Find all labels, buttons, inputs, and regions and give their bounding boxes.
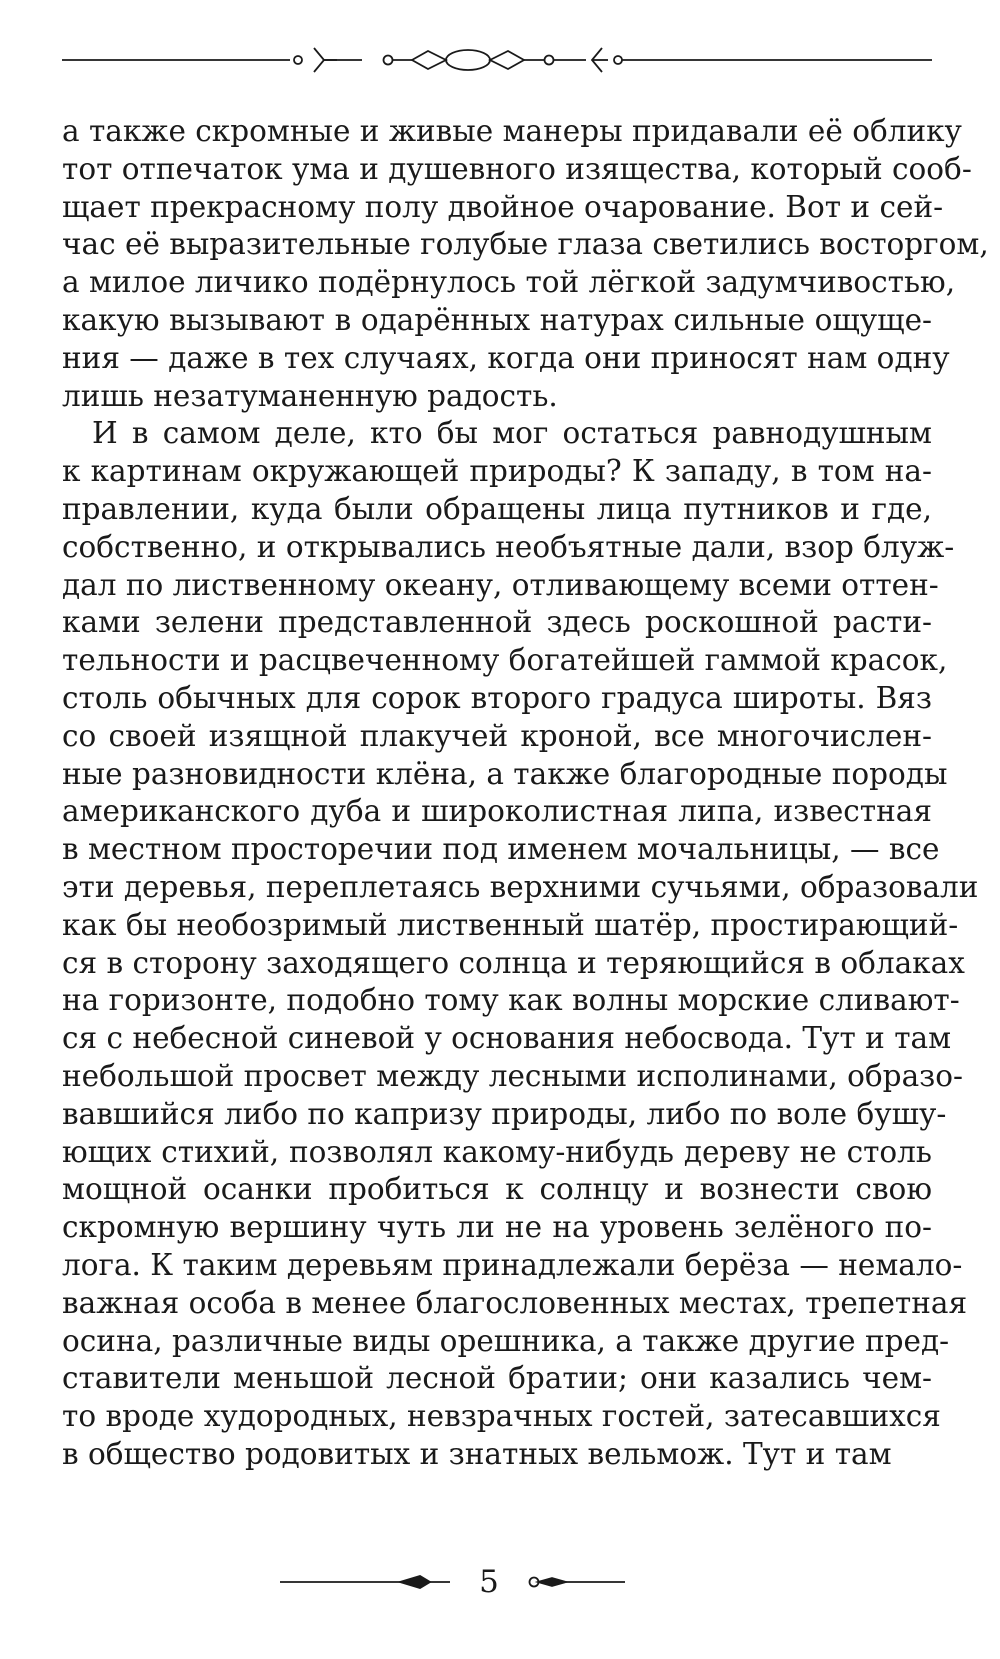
text-line: дал по лиственному океану, отливающему всеми оттен-	[62, 567, 939, 602]
text-line: лишь незатуманенную радость.	[62, 378, 558, 413]
text-line: в местном просторечии под именем мочальницы, — все	[62, 832, 940, 867]
text-line: скромную вершину чуть ли не на уровень зелёного по-	[62, 1210, 932, 1245]
text-line: собственно, и открывались необъятные дали, взор блуж-	[62, 529, 955, 564]
text-line: ся в сторону заходящего солнца и теряющийся в облаках	[62, 945, 965, 980]
text-line: ставители меньшой лесной братии; они казались чем-	[62, 1361, 932, 1396]
page-number: 5	[479, 1564, 499, 1600]
text-line: со своей изящной плакучей кроной, все многочислен-	[62, 718, 932, 753]
text-line: а милое личико подёрнулось той лёгкой задумчивостью,	[62, 265, 956, 300]
body-text	[62, 113, 989, 1474]
text-line: вавшийся либо по капризу природы, либо по воле бушу-	[62, 1096, 947, 1131]
text-line: тот отпечаток ума и душевного изящества, который сооб-	[62, 151, 972, 186]
text-line: ками зелени представленной здесь роскошной расти-	[62, 605, 932, 640]
text-line: И в самом деле, кто бы мог остаться равнодушным	[92, 416, 932, 451]
text-line: небольшой просвет между лесными исполинами, образо-	[62, 1058, 963, 1093]
text-line: осина, различные виды орешника, а также другие пред-	[62, 1323, 950, 1358]
text-line: важная особа в менее благословенных местах, трепетная	[62, 1285, 968, 1320]
text-line: как бы необозримый лиственный шатёр, простирающий-	[62, 907, 959, 942]
text-line: а также скромные и живые манеры придавали её облику	[62, 114, 962, 148]
text-line: в общество родовитых и знатных вельмож. Тут и там	[62, 1436, 892, 1471]
text-line: американского дуба и широколистная липа, известная	[62, 794, 932, 829]
text-line: ния — даже в тех случаях, когда они приносят нам одну	[62, 340, 950, 375]
text-line: тельности и расцвеченному богатейшей гаммой красок,	[62, 643, 948, 678]
text-line: какую вызывают в одарённых натурах сильные ощуще-	[62, 302, 932, 337]
text-line: ные разновидности клёна, а также благородные породы	[62, 756, 948, 791]
text-line: щает прекрасному полу двойное очарование. Вот и сей-	[62, 189, 944, 224]
page-number-footer	[280, 1558, 700, 1608]
text-line: эти деревья, переплетаясь верхними сучьями, образовали	[62, 869, 979, 904]
text-line: ся с небесной синевой у основания небосвода. Тут и там	[62, 1021, 952, 1056]
text-line: к картинам окружающей природы? К западу, в том на-	[62, 454, 932, 489]
top-ornament-divider	[62, 38, 932, 82]
text-line: правлении, куда были обращены лица путников и где,	[62, 491, 932, 526]
text-line: час её выразительные голубые глаза светились восторгом,	[62, 227, 989, 262]
text-line: на горизонте, подобно тому как волны морские сливают-	[62, 983, 960, 1018]
text-line: столь обычных для сорок второго градуса широты. Вяз	[62, 680, 932, 715]
text-line: лога. К таким деревьям принадлежали берёза — немало-	[62, 1247, 963, 1282]
text-line: мощной осанки пробиться к солнцу и вознести свою	[62, 1172, 932, 1207]
text-line: ющих стихий, позволял какому-нибудь дереву не столь	[62, 1134, 932, 1169]
text-line: то вроде худородных, невзрачных гостей, затесавшихся	[62, 1399, 941, 1434]
